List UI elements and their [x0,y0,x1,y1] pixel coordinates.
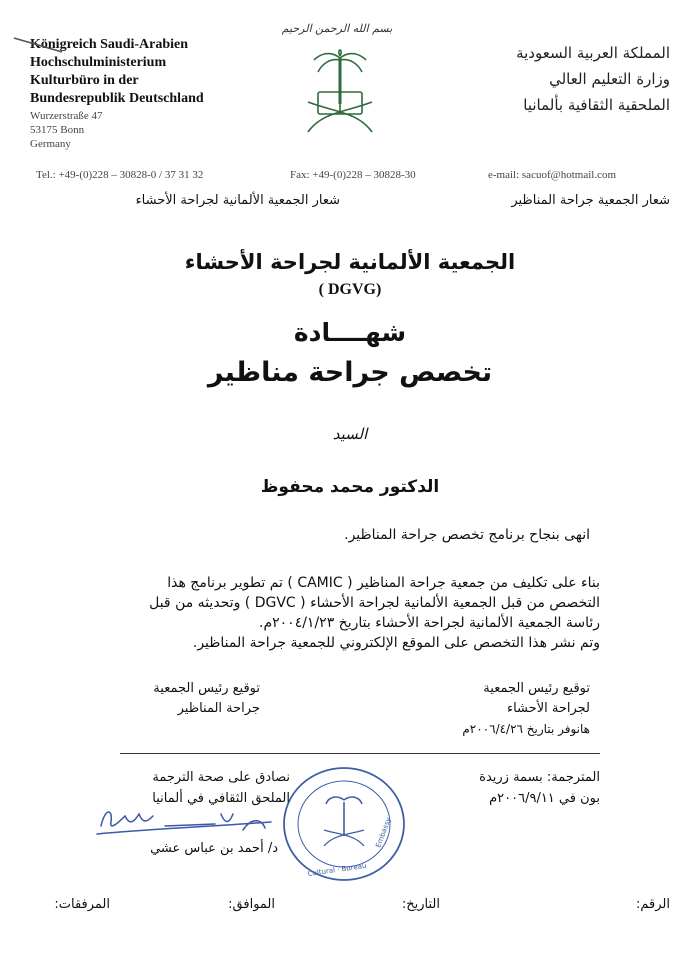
signature-date: هانوفر بتاريخ ٢٠٠٦/٤/٢٦م [462,722,590,736]
certify-line: الملحق الثقافي في ألمانيا [152,791,290,806]
certify-line: نصادق على صحة الترجمة [152,770,290,785]
signer-name: د/ أحمد بن عباس عشي [150,841,278,856]
signature-line: لجراحة الأحشاء [506,701,590,716]
german-line: Hochschulministerium [30,55,167,70]
tel-text: Tel.: +49-(0)228 – 30828-0 / 37 31 32 [36,169,204,181]
paragraph-line: وتم نشر هذا التخصص على الموقع الإلكتروني للجمعية جراحة المناظير. [192,635,600,651]
salutation: السيد [332,425,368,443]
reference-number-label: الرقم: [636,897,670,912]
arabic-letterhead [420,40,670,118]
german-line: Bundesrepublik Deutschland [30,91,204,106]
embassy-stamp [280,764,408,884]
address-line: 53175 Bonn [30,124,85,136]
logo-caption-left: شعار الجمعية الألمانية لجراحة الأحشاء [135,193,340,208]
pen-stroke-mark [10,30,70,58]
email-text: e-mail: sacuof@hotmail.com [488,169,617,181]
attachments-label: المرفقات: [54,897,110,912]
org-abbreviation: ( DGVG) [318,281,382,298]
fax-text: Fax: +49-(0)228 – 30828-30 [290,169,416,181]
date-label: التاريخ: [401,897,440,912]
certificate-title: شهــــادة [293,318,407,347]
translator-block [430,767,600,809]
german-line: Kulturbüro in der [30,73,139,88]
address-line: Germany [30,138,71,150]
paragraph-line: رئاسة الجمعية الألمانية لجراحة الأحشاء بتاريخ ٢٠٠٤/١/٢٣م. [259,615,600,631]
completion-statement: انهى بنجاح برنامج تخصص جراحة المناظير. [344,527,590,543]
recipient-name: الدكتور محمد محفوظ [260,477,440,497]
saudi-emblem-icon [300,46,380,138]
section-divider [120,753,600,754]
specialty-title: تخصص جراحة مناظير [207,357,493,388]
signature-block-left [100,679,260,719]
german-line: Königreich Saudi-Arabien [30,37,189,52]
svg-text:Cultural · Bureau: Cultural · Bureau [307,861,367,878]
signature-line: توقيع رئيس الجمعية [483,681,590,696]
arabic-header-line: المملكة العربية السعودية [516,44,670,62]
svg-text:Embassy: Embassy [374,816,393,849]
signature-block-right [380,679,590,739]
paragraph-line: بناء على تكليف من جمعية جراحة المناظير ( CAMIC ) تم تطوير برنامج هذا [167,575,600,591]
basmala: بسم الله الرحمن الرحيم [281,22,393,35]
signature-line: توقيع رئيس الجمعية [153,681,260,696]
logo-caption-right: شعار الجمعية جراحة المناظير [511,193,670,208]
arabic-header-line: وزارة التعليم العالي [549,70,670,88]
body-paragraph [110,573,600,653]
signature-line: جراحة المناظير [177,701,260,716]
address-line: Wurzerstraße 47 [30,110,103,122]
arabic-header-line: الملحقية الثقافية بألمانيا [523,96,670,114]
translator-line: بون في ٢٠٠٦/٩/١١م [489,791,600,806]
translator-line: المترجمة: بسمة زريدة [479,770,600,785]
paragraph-line: التخصص من قبل الجمعية الألمانية لجراحة الأحشاء ( DGVC ) وتحديثه من قبل [149,595,600,611]
org-title: الجمعية الألمانية لجراحة الأحشاء [184,250,516,274]
corresponding-date-label: الموافق: [228,897,275,912]
